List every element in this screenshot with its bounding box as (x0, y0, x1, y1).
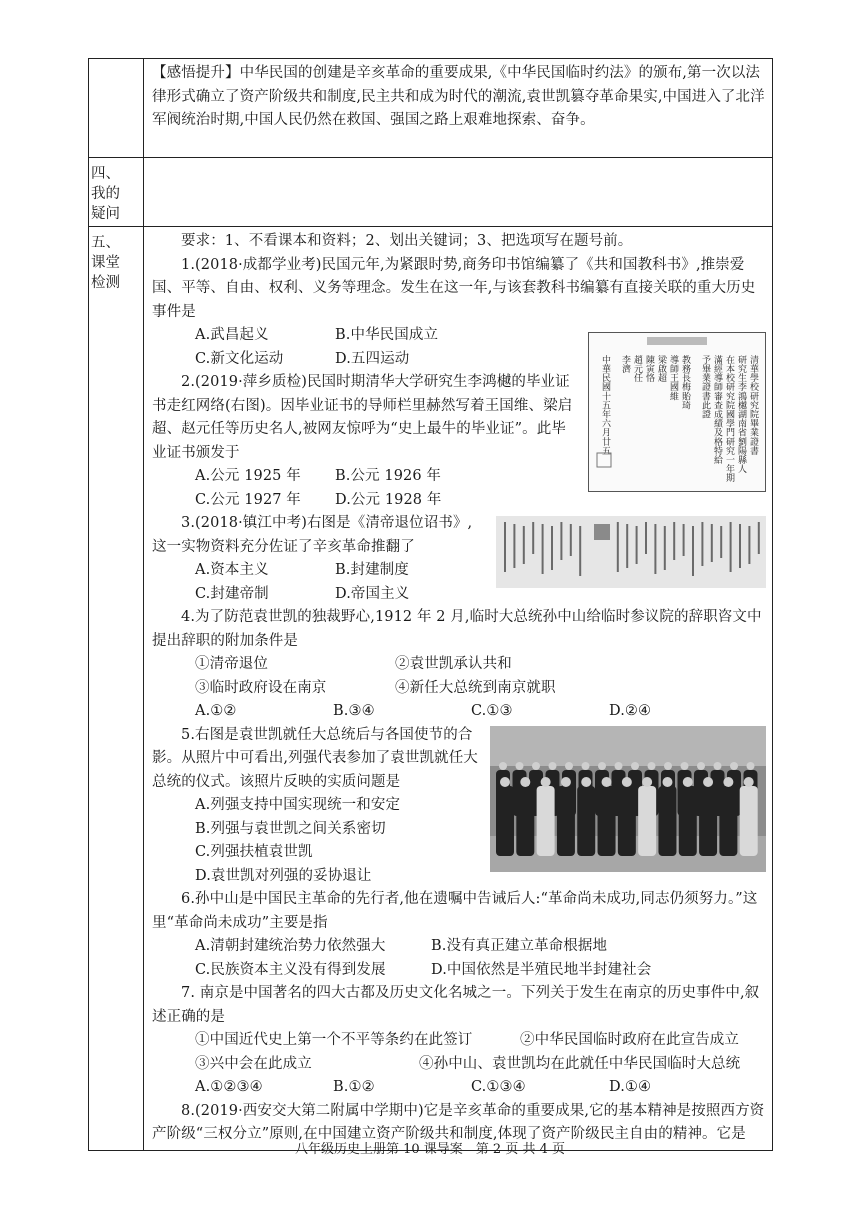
q4-item-1: ①清帝退位 (195, 656, 268, 672)
photo-person-head-1 (516, 762, 524, 770)
questions-label-line3: 疑问 (91, 206, 120, 222)
q7-option-d: D.①④ (609, 1079, 652, 1095)
edict-line-15 (645, 522, 647, 554)
photo-person-body-17 (516, 786, 534, 856)
worksheet-table (88, 58, 773, 1151)
q7-item-4: ④孙中山、袁世凯均在此就任中华民国临时大总统 (419, 1055, 741, 1072)
q3-option-b: B.封建制度 (335, 562, 409, 578)
q4-items-row2 (152, 677, 766, 701)
edict-line-16 (654, 524, 656, 574)
photo-person-head-21 (602, 777, 612, 787)
q4-item-3: ③临时政府设在南京 (195, 679, 327, 696)
q4-option-a: A.①② (195, 703, 237, 719)
q7-stem: 7. 南京是中国著名的四大古都及历史文化名城之一。下列关于发生在南京的历史事件中,叙述正确的是 (152, 985, 760, 1025)
quiz-label-line1: 五、 (91, 235, 120, 251)
q6-option-d: D.中国依然是半殖民地半封建社会 (431, 961, 652, 978)
photo-person-head-26 (703, 777, 713, 787)
q4-options (152, 700, 766, 724)
q5-option-b: B.列强与袁世凯之间关系密切 (195, 820, 386, 837)
q4-option-b: B.③④ (333, 703, 375, 719)
q1-options-row1 (152, 324, 578, 348)
q1-option-c: C.新文化运动 (195, 350, 284, 367)
photo-person-head-25 (683, 777, 693, 787)
quiz-row (89, 227, 773, 1151)
q5-option-a: A.列强支持中国实现统一和安定 (195, 797, 401, 813)
q5-option-c: C.列强扶植袁世凯 (195, 844, 313, 860)
quiz-label-line2: 课堂 (91, 255, 120, 271)
questions-row (89, 158, 773, 227)
photo-person-body-19 (557, 786, 575, 856)
reflection-row (89, 59, 773, 158)
q1-stem: 1.(2018·成都学业考)民国元年,为紧跟时势,商务印书馆编纂了《共和国教科书》,推崇爱国、平等、自由、权利、义务等理念。发生在这一年,与该套教科书编纂有直接关联的重大历史事件是 (152, 256, 756, 320)
q2-option-a: A.公元 1925 年 (195, 468, 301, 484)
edict-line-21 (701, 522, 703, 566)
questions-label-line1: 四、 (91, 166, 120, 182)
photo-person-body-24 (658, 786, 676, 856)
yuan-shikai-group-photo (490, 726, 766, 872)
photo-person-body-21 (598, 786, 616, 856)
q6-option-c: C.民族资本主义没有得到发展 (195, 961, 386, 978)
q6-option-a: A.清朝封建统治势力依然强大 (195, 938, 386, 954)
edict-line-5 (551, 526, 553, 570)
photo-person-head-28 (744, 777, 754, 787)
certificate-column-13: 中華民國十五年六月廿五 (600, 355, 610, 456)
photo-person-head-3 (549, 762, 557, 770)
q7-items-row1 (152, 1029, 766, 1053)
graduation-certificate-image (588, 332, 766, 492)
q6-stem: 6.孙中山是中国民主革命的先行者,他在遗嘱中告诫后人:“革命尚未成功,同志仍须努力。”这里“革命尚未成功”主要是指 (152, 891, 758, 931)
q3-option-a: A.资本主义 (195, 562, 269, 578)
photo-person-head-15 (747, 762, 755, 770)
photo-person-head-8 (631, 762, 639, 770)
questions-label-line2: 我的 (91, 186, 120, 202)
q3-options-row1 (152, 559, 486, 583)
reflection-label (89, 59, 144, 158)
photo-person-body-26 (699, 786, 717, 856)
edict-line-14 (636, 526, 638, 564)
q7-item-2: ②中华民国临时政府在此宣告成立 (520, 1032, 739, 1048)
photo-svg (490, 726, 766, 872)
photo-person-body-16 (496, 786, 514, 856)
q3-stem-part1: 3.(2018·镇江中考)右图是《清帝退位诏书》, (181, 515, 473, 531)
certificate-column-9: 陳寅恪 (644, 355, 654, 383)
certificate-column-0: 清華學校研究院畢業證書 (748, 355, 758, 456)
photo-person-body-22 (618, 786, 636, 856)
q4-item-4: ④新任大总统到南京就职 (395, 679, 556, 696)
photo-person-head-2 (532, 762, 540, 770)
photo-person-head-18 (541, 777, 551, 787)
edict-line-27 (758, 522, 760, 554)
edict-line-17 (664, 526, 666, 570)
questions-label (89, 158, 144, 227)
q1-options-row2 (152, 348, 578, 372)
q3-option-d: D.帝国主义 (335, 585, 410, 602)
q5-option-c-row (152, 841, 482, 865)
certificate-column-6: 教務長梅貽琦 (680, 355, 690, 410)
q5-option-b-row (152, 818, 482, 842)
photo-person-head-9 (648, 762, 656, 770)
photo-person-head-24 (662, 777, 672, 787)
certificate-column-8: 梁啟超 (656, 355, 666, 383)
q3-image-wrap (486, 512, 766, 588)
q8-stem: 8.(2019·西安交大第二附属中学期中)它是辛亥革命的重要成果,它的基本精神是按照西方资产阶级“三权分立”原则,在中国建立资产阶级共和制度,体现了资产阶级民主自由的精神。它是 (152, 1102, 765, 1142)
q1-option-b: B.中华民国成立 (335, 327, 439, 343)
edict-line-22 (711, 524, 713, 562)
q3-option-c: C.封建帝制 (195, 585, 269, 602)
q1-option-d: D.五四运动 (335, 350, 410, 367)
q7-option-a: A.①②③④ (195, 1079, 263, 1095)
photo-person-head-13 (714, 762, 722, 770)
photo-person-head-14 (730, 762, 738, 770)
q7-option-c: C.①③④ (471, 1079, 526, 1095)
photo-person-head-20 (581, 777, 591, 787)
q2-image-wrap (578, 324, 766, 492)
edict-line-18 (673, 522, 675, 560)
photo-person-head-11 (681, 762, 689, 770)
edict-line-26 (748, 526, 750, 564)
edict-line-19 (683, 524, 685, 556)
edict-line-23 (720, 526, 722, 558)
photo-person-head-19 (561, 777, 571, 787)
q7-option-b: B.①② (333, 1079, 375, 1095)
photo-person-head-17 (520, 777, 530, 787)
q4-option-c: C.①③ (471, 703, 513, 719)
edict-line-1 (513, 524, 515, 568)
q2-option-b: B.公元 1926 年 (335, 468, 441, 484)
photo-person-body-18 (537, 786, 555, 856)
photo-person-head-27 (723, 777, 733, 787)
q1-option-a: A.武昌起义 (195, 327, 269, 343)
q7-options (152, 1076, 766, 1100)
requirement-text: 要求：1、不看课本和资料；2、划出关键词；3、把选项写在题号前。 (181, 233, 633, 249)
photo-person-head-16 (500, 777, 510, 787)
certificate-svg (589, 333, 765, 491)
photo-person-head-12 (697, 762, 705, 770)
certificate-column-10: 趙元任 (632, 355, 642, 383)
photo-person-head-6 (598, 762, 606, 770)
certificate-columns (600, 354, 759, 483)
edict-line-7 (570, 524, 572, 556)
q5-option-d: D.袁世凯对列强的妥协退让 (195, 867, 372, 884)
edict-line-24 (730, 522, 732, 572)
certificate-seal (647, 337, 707, 345)
edict-line-13 (626, 524, 628, 568)
photo-building (490, 726, 766, 766)
photo-person-head-4 (565, 762, 573, 770)
reflection-content (144, 59, 773, 158)
edict-line-6 (560, 522, 562, 560)
certificate-column-1: 研究生李鴻樾湖南省劉陽縣人 (736, 355, 746, 474)
q4-stem: 4.为了防范袁世凯的独裁野心,1912 年 2 月,临时大总统孙中山给临时参议院的辞职咨文中提出辞职的附加条件是 (152, 609, 762, 649)
quiz-content (144, 227, 773, 1151)
page-footer: 八年级历史上册第 10 课导案 第 2 页 共 4 页 (294, 1142, 565, 1157)
edict-svg (496, 516, 766, 588)
edict-seal (594, 524, 610, 540)
reflection-text: 【感悟提升】中华民国的创建是辛亥革命的重要成果,《中华民国临时约法》的颁布,第一次以法律形式确立了资产阶级共和制度,民主共和成为时代的潮流,袁世凯篡夺革命果实,中国进入了北洋军阀统治时期,中国人民仍然在救国、强国之路上艰难地探索、奋争。 (152, 65, 765, 128)
q4-item-2: ②袁世凯承认共和 (395, 656, 512, 672)
photo-person-body-23 (638, 786, 656, 856)
q7-items-row2 (152, 1053, 766, 1077)
quiz-label (89, 227, 144, 1151)
q6-options-row2 (152, 959, 766, 983)
questions-content (144, 158, 773, 227)
q2-option-c: C.公元 1927 年 (195, 491, 301, 508)
q2-options-row1 (152, 465, 578, 489)
edict-line-25 (739, 524, 741, 568)
certificate-column-11: 李濟 (620, 355, 630, 374)
edict-line-2 (523, 526, 525, 564)
photo-person-head-23 (642, 777, 652, 787)
q5-option-d-row (152, 865, 482, 889)
q6-options-row1 (152, 935, 766, 959)
q3-stem-part2: 这一实物资料充分佐证了辛亥革命推翻了 (152, 538, 415, 555)
edict-text-lines (504, 522, 760, 576)
edict-line-3 (532, 522, 534, 554)
certificate-column-4: 予畢業證書此證 (700, 355, 710, 419)
edict-line-8 (579, 526, 581, 576)
certificate-column-2: 在本校研究院國學門研究一年期 (724, 355, 734, 483)
q4-items-row1 (152, 653, 766, 677)
q5-image-wrap (482, 724, 766, 872)
q2-option-d: D.公元 1928 年 (335, 491, 442, 508)
q2-options-row2 (152, 489, 578, 513)
q6-option-b: B.没有真正建立革命根据地 (431, 938, 608, 954)
photo-person-body-27 (719, 786, 737, 856)
edict-line-4 (542, 524, 544, 574)
q7-item-3: ③兴中会在此成立 (195, 1055, 312, 1072)
photo-person-body-20 (577, 786, 595, 856)
edict-line-0 (504, 522, 506, 572)
photo-person-body-28 (740, 786, 758, 856)
photo-person-head-0 (499, 762, 507, 770)
quiz-label-line3: 检测 (91, 275, 120, 291)
photo-person-head-7 (615, 762, 623, 770)
photo-person-head-22 (622, 777, 632, 787)
certificate-column-7: 導師王國維 (668, 355, 678, 401)
q5-option-a-row (152, 794, 482, 818)
abdication-edict-image (496, 516, 766, 588)
q7-item-1: ①中国近代史上第一个不平等条约在此签订 (195, 1032, 473, 1048)
edict-line-12 (617, 522, 619, 572)
q5-stem: 5.右图是袁世凯就任大总统后与各国使节的合影。从照片中可看出,列强代表参加了袁世凯就任大总统的仪式。该照片反映的实质问题是 (152, 726, 478, 790)
q4-option-d: D.②④ (609, 703, 652, 719)
q3-options-row2 (152, 583, 486, 607)
photo-person-head-5 (582, 762, 590, 770)
certificate-column-3: 滿經導師審查成績及格特給 (712, 355, 722, 465)
photo-person-body-25 (679, 786, 697, 856)
photo-person-head-10 (664, 762, 672, 770)
q2-stem: 2.(2019·萍乡质检)民国时期清华大学研究生李鸿樾的毕业证书走红网络(右图)。因毕业证书的导师栏里赫然写着王国维、梁启超、赵元任等历史名人,被网友惊呼为“史上最牛的毕业证”。此毕业证书颁发于 (152, 374, 573, 461)
edict-line-20 (692, 526, 694, 576)
